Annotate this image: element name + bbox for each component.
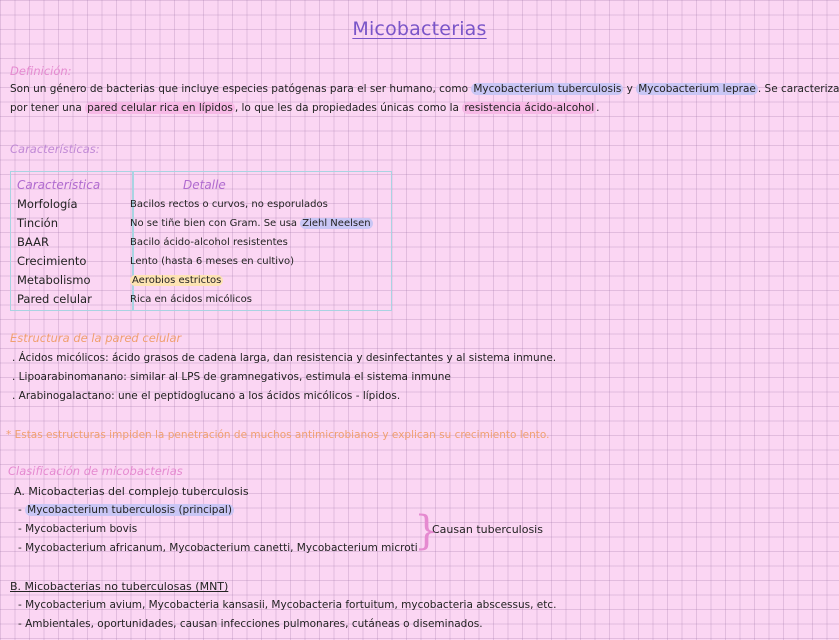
table-cell-value: Lento (hasta 6 meses en cultivo) xyxy=(130,256,295,267)
group-a-item xyxy=(18,501,234,520)
curly-brace-icon: } xyxy=(414,508,440,554)
table-cell-key: Pared celular xyxy=(17,292,92,306)
wall-item: . Arabinogalactano: une el peptidoglucano a los ácidos micólicos - lípidos. xyxy=(12,390,401,402)
group-b-item: - Mycobacterium avium, Mycobacteria kansasii, Mycobacteria fortuitum, mycobacteria abscessus, etc. xyxy=(18,599,557,611)
wall-item: . Lipoarabinomanano: similar al LPS de gramnegativos, estimula el sistema inmune xyxy=(12,371,451,383)
definition-text: y xyxy=(623,83,637,95)
table-cell-key: BAAR xyxy=(17,235,49,249)
features-heading: Características: xyxy=(10,142,100,156)
table-row xyxy=(11,290,391,309)
table-cell-value: Rica en ácidos micólicos xyxy=(130,294,252,305)
page-title: Micobacterias xyxy=(352,18,487,40)
table-row xyxy=(11,233,391,252)
highlight-cell-wall: pared celular rica en lípidos xyxy=(87,102,233,114)
highlight-acid-fast: resistencia ácido-alcohol xyxy=(464,102,595,114)
definition-line-2 xyxy=(10,99,600,118)
table-cell-value: Bacilo ácido-alcohol resistentes xyxy=(130,237,288,248)
definition-heading: Definición: xyxy=(10,64,72,78)
brace-label: Causan tuberculosis xyxy=(432,523,543,536)
definition-text: . xyxy=(596,102,600,114)
highlight-m-tuberculosis: Mycobacterium tuberculosis xyxy=(473,83,622,95)
highlight-ziehl-neelsen: Ziehl Neelsen xyxy=(302,218,371,229)
definition-text: por tener una xyxy=(10,102,86,114)
wall-item: . Ácidos micólicos: ácido grasos de cadena larga, dan resistencia y desinfectantes y al sistema inmune. xyxy=(12,352,557,364)
table-cell-value: Bacilos rectos o curvos, no esporulados xyxy=(130,199,328,210)
classification-heading: Clasificación de micobacterias xyxy=(8,464,183,478)
table-cell-text: No se tiñe bien con Gram. Se usa xyxy=(130,218,301,229)
table-row xyxy=(11,252,391,271)
table-row xyxy=(11,271,391,290)
group-a-heading: A. Micobacterias del complejo tuberculosis xyxy=(14,485,249,498)
table-row xyxy=(11,195,391,214)
group-b-item: - Ambientales, oportunidades, causan infecciones pulmonares, cutáneas o diseminados. xyxy=(18,618,483,630)
table-cell-value xyxy=(130,214,390,233)
group-a-item: - Mycobacterium africanum, Mycobacterium canetti, Mycobacterium microti xyxy=(18,542,418,554)
definition-line-1 xyxy=(10,80,839,99)
table-cell-key: Crecimiento xyxy=(17,254,87,268)
table-cell-key: Morfología xyxy=(17,197,78,211)
group-b-heading: B. Micobacterias no tuberculosas (MNT) xyxy=(10,580,229,593)
table-header-feature: Característica xyxy=(17,178,101,192)
table-cell-key: Tinción xyxy=(17,216,58,230)
wall-heading: Estructura de la pared celular xyxy=(10,331,182,345)
highlight-principal: Mycobacterium tuberculosis (principal) xyxy=(27,504,232,516)
wall-note: * Estas estructuras impiden la penetración de muchos antimicrobianos y explican su crecimiento lento. xyxy=(6,429,550,441)
definition-text: , lo que les da propiedades únicas como la xyxy=(234,102,463,114)
definition-text: Son un género de bacterias que incluye especies patógenas para el ser humano, como xyxy=(10,83,472,95)
table-cell-key: Metabolismo xyxy=(17,273,91,287)
table-header-row xyxy=(11,176,391,195)
group-a-item: - Mycobacterium bovis xyxy=(18,523,138,535)
highlight-aerobic: Aerobios estrictos xyxy=(132,275,222,286)
table-header-detail: Detalle xyxy=(183,178,226,192)
table-row xyxy=(11,214,391,233)
list-dash: - xyxy=(18,504,22,516)
highlight-m-leprae: Mycobacterium leprae xyxy=(638,83,756,95)
definition-text: . Se caracteriza xyxy=(757,83,839,95)
features-table xyxy=(10,171,392,311)
table-cell-value xyxy=(130,271,390,290)
